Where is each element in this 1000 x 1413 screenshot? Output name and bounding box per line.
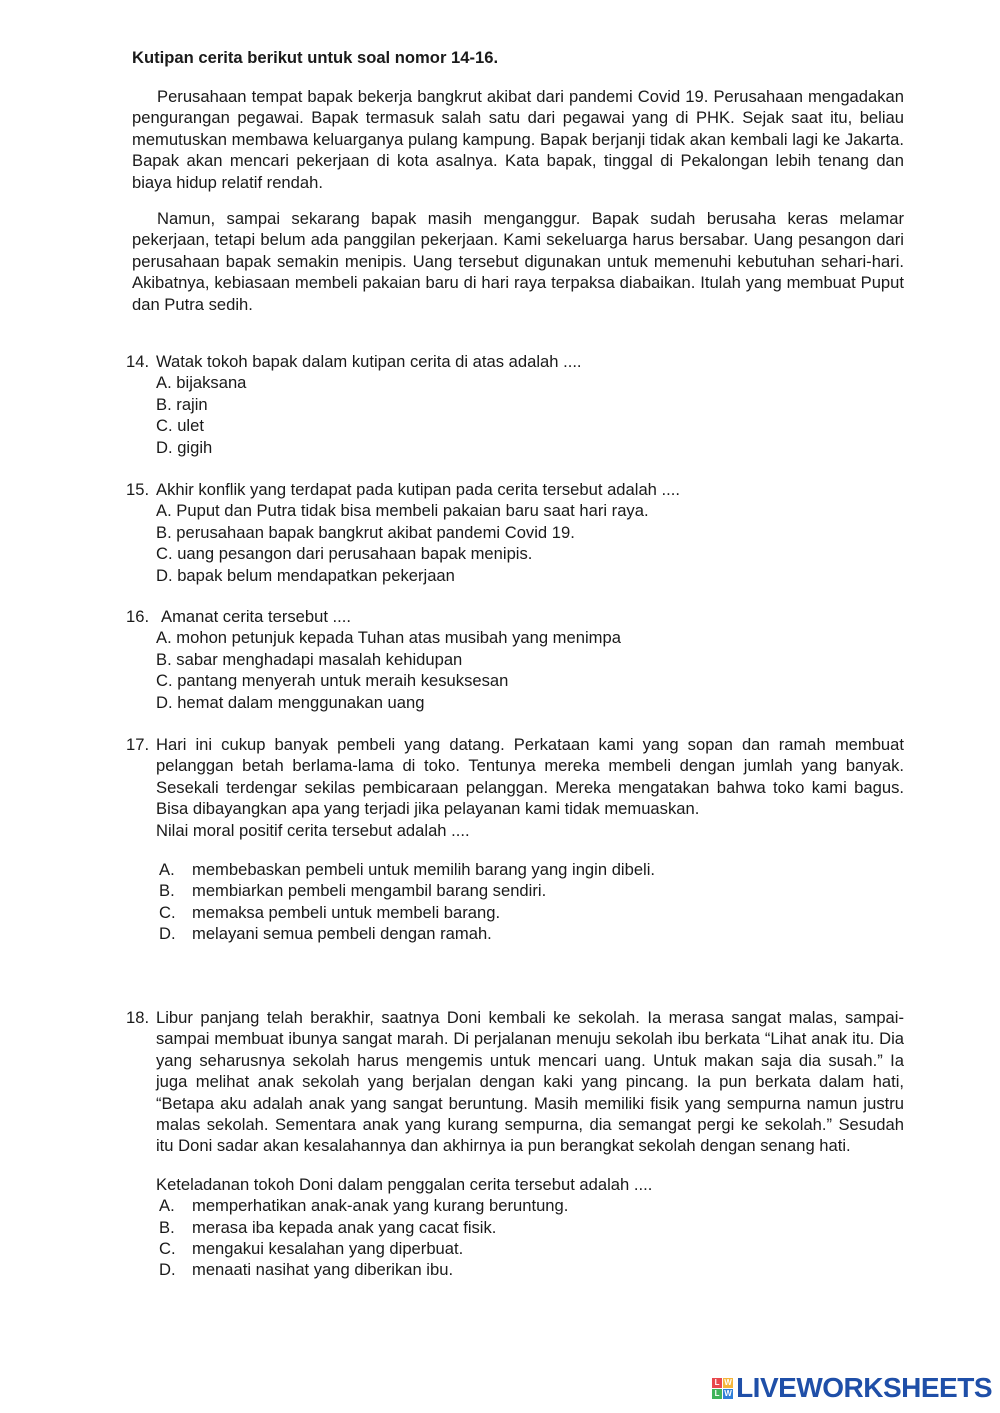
option-a: A. bijaksana [156, 373, 247, 393]
option-list [156, 1195, 904, 1281]
option-c: C. ulet [156, 416, 204, 436]
option-text: merasa iba kepada anak yang cacat fisik. [192, 1217, 497, 1237]
option-text: membiarkan pembeli mengambil barang sendiri. [192, 881, 547, 901]
question-number: 14. [126, 352, 150, 371]
option-letter: A. [159, 860, 175, 880]
option-d: D. hemat dalam menggunakan uang [156, 692, 425, 712]
option-c: C. pantang menyerah untuk meraih kesuksesan [156, 671, 509, 691]
option-list [156, 859, 904, 945]
question-prompt: Nilai moral positif cerita tersebut adalah .... [156, 820, 470, 840]
option-list [156, 500, 904, 586]
option-letter: B. [159, 1217, 175, 1237]
option-letter: C. [159, 902, 176, 922]
option-a [156, 859, 904, 880]
question-18 [126, 1007, 904, 1281]
passage-heading: Kutipan cerita berikut untuk soal nomor 14-16. [132, 48, 499, 67]
question-text: Akhir konflik yang terdapat pada kutipan pada cerita tersebut adalah .... [156, 480, 680, 499]
option-letter: A. [159, 1196, 175, 1216]
passage-paragraph-1: Perusahaan tempat bapak bekerja bangkrut akibat dari pandemi Covid 19. Perusahaan mengadakan pengurangan pegawai. Bapak termasuk salah satu dari pegawai yang di PHK. Sejak saat itu, beliau memutuskan membawa keluarganya pulang kampung. Bapak berjanji tidak akan kembali lagi ke Jakarta. Bapak akan mencari pekerjaan di kota asalnya. Kata bapak, tinggal di Pekalongan lebih tenang dan biaya hidup relatif rendah. [132, 87, 904, 192]
option-text: mengakui kesalahan yang diperbuat. [192, 1239, 464, 1259]
option-c [156, 902, 904, 923]
question-text: Libur panjang telah berakhir, saatnya Doni kembali ke sekolah. Ia merasa sangat malas, sampai-sampai membuat ibunya sangat marah. Di perjalanan menuju sekolah ibu berkata “Lihat anak itu. Dia yang seharusnya sekolah harus mengemis untuk mencari uang. Untuk makan saja dia susah.” Ia juga melihat anak sekolah yang berjalan dengan kaki yang pincang. Ia pun berkata dalam hati, “Betapa aku adalah anak yang sangat beruntung. Masih memiliki fisik yang sempurna namun justru malas sekolah. Sementara anak yang kurang sempurna, dia semangat pergi ke sekolah.” Sesudah itu Doni sadar akan kesalahannya dan akhirnya ia pun berangkat sekolah dengan senang hati. [156, 1008, 904, 1156]
question-16 [126, 606, 904, 713]
option-b: B. sabar menghadapi masalah kehidupan [156, 649, 463, 669]
option-d [156, 1259, 904, 1280]
logo-tile-3: L [712, 1389, 722, 1399]
question-text: Hari ini cukup banyak pembeli yang datang. Perkataan kami yang sopan dan ramah membuat pelanggan betah berlama-lama di toko. Tentunya mereka membeli dengan jumlah yang banyak. Sesekali terdengar sekilas pembicaraan pelanggan. Mereka mengatakan bahwa toko kami bagus. Bisa dibayangkan apa yang terjadi jika pelayanan kami tidak memuaskan. [156, 735, 904, 819]
option-d: D. gigih [156, 437, 213, 457]
option-a [156, 1195, 904, 1216]
option-a: A. mohon petunjuk kepada Tuhan atas musibah yang menimpa [156, 628, 621, 648]
option-c [156, 1238, 904, 1259]
option-text: memaksa pembeli untuk membeli barang. [192, 902, 501, 922]
question-number: 16. [126, 607, 150, 626]
question-text: Watak tokoh bapak dalam kutipan cerita di atas adalah .... [156, 352, 582, 371]
option-letter: D. [159, 1260, 176, 1280]
option-d: D. bapak belum mendapatkan pekerjaan [156, 565, 455, 585]
option-letter: D. [159, 924, 176, 944]
question-14 [126, 351, 904, 458]
option-text: memperhatikan anak-anak yang kurang beruntung. [192, 1196, 569, 1216]
logo-mark-icon [712, 1378, 733, 1399]
passage-paragraph-2: Namun, sampai sekarang bapak masih menganggur. Bapak sudah berusaha keras melamar pekerjaan, tetapi belum ada panggilan pekerjaan. Kami sekeluarga harus bersabar. Uang pesangon dari perusahaan bapak semakin menipis. Uang tersebut digunakan untuk memenuhi kebutuhan sehari-hari. Akibatnya, kebiasaan membeli pakaian baru di hari raya terpaksa diabaikan. Itulah yang membuat Puput dan Putra sedih. [132, 209, 904, 314]
liveworksheets-logo [712, 1373, 992, 1403]
option-text: menaati nasihat yang diberikan ibu. [192, 1260, 454, 1280]
option-b [156, 1217, 904, 1238]
question-text: Amanat cerita tersebut .... [161, 607, 351, 626]
logo-tile-4: W [724, 1388, 732, 1398]
option-letter: C. [159, 1239, 176, 1259]
question-number: 17. [126, 735, 150, 754]
option-text: membebaskan pembeli untuk memilih barang yang ingin dibeli. [192, 860, 656, 880]
option-b [156, 880, 904, 901]
option-text: melayani semua pembeli dengan ramah. [192, 924, 492, 944]
logo-tile-1: L [712, 1378, 722, 1388]
option-letter: B. [159, 881, 175, 901]
option-list [156, 627, 904, 713]
logo-text: LIVEWORKSHEETS [736, 1372, 992, 1404]
logo-tile-2: W [724, 1377, 732, 1387]
option-b: B. rajin [156, 394, 208, 414]
option-c: C. uang pesangon dari perusahaan bapak menipis. [156, 544, 533, 564]
question-number: 15. [126, 480, 150, 499]
question-17 [126, 734, 904, 945]
option-d [156, 923, 904, 944]
question-15 [126, 479, 904, 586]
question-number: 18. [126, 1008, 150, 1027]
option-b: B. perusahaan bapak bangkrut akibat pandemi Covid 19. [156, 522, 575, 542]
option-a: A. Puput dan Putra tidak bisa membeli pakaian baru saat hari raya. [156, 501, 649, 521]
option-list [156, 372, 904, 458]
question-prompt: Keteladanan tokoh Doni dalam penggalan cerita tersebut adalah .... [156, 1174, 653, 1194]
